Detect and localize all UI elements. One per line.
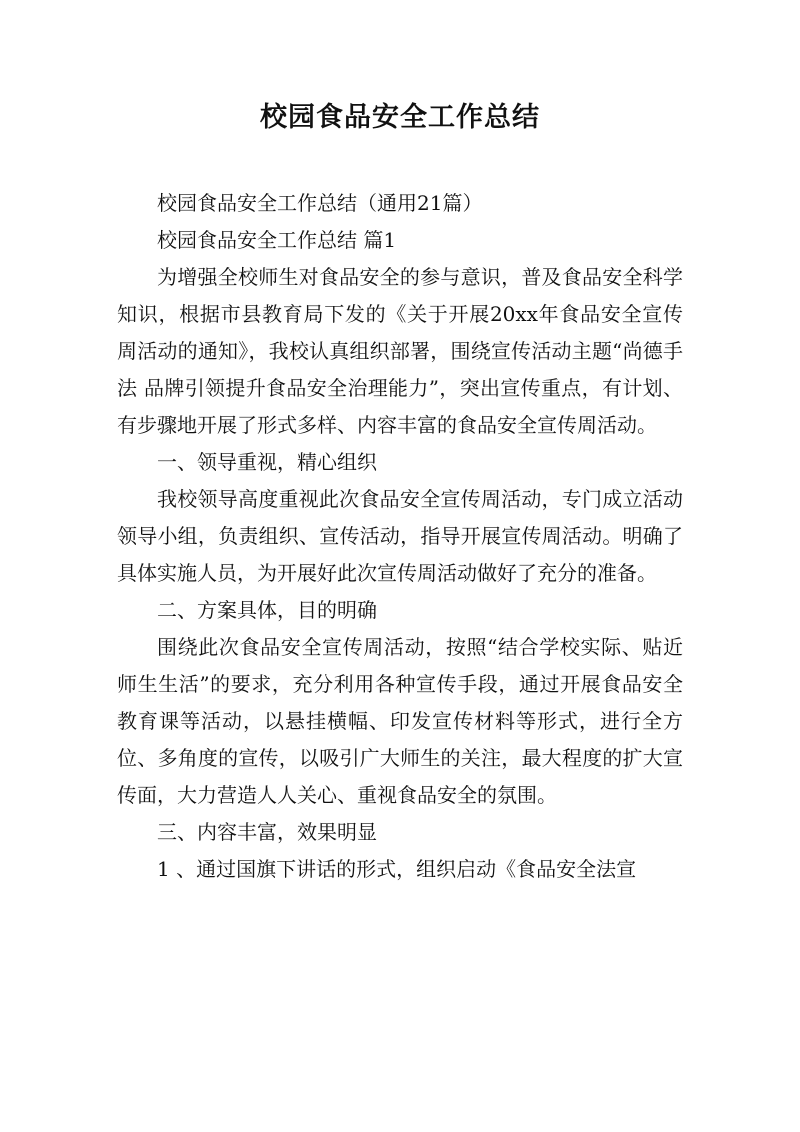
heading-content: 三、内容丰富，效果明显 bbox=[157, 820, 377, 844]
document-body bbox=[117, 185, 683, 888]
content-paragraph: 1 、通过国旗下讲话的形式，组织启动《食品安全法宣 bbox=[157, 857, 637, 881]
intro-paragraph: 为增强全校师生对食品安全的参与意识，普及食品安全科学知识，根据市县教育局下发的《关于开展20xx年食品安全宣传周活动的通知》，我校认真组织部署，围绕宣传活动主题“尚德手法 品牌引领提升食品安全治理能力”，突出宣传重点，有计划、有步骤地开展了形式多样、内容丰富的食品安全宣传周活动。 bbox=[117, 265, 683, 437]
leadership-paragraph: 我校领导高度重视此次食品安全宣传周活动，专门成立活动领导小组，负责组织、宣传活动，指导开展宣传周活动。明确了具体实施人员，为开展好此次宣传周活动做好了充分的准备。 bbox=[117, 487, 683, 585]
heading-plan: 二、方案具体，目的明确 bbox=[157, 598, 377, 622]
heading-leadership: 一、领导重视，精心组织 bbox=[157, 450, 377, 474]
section-heading-paragraph: 校园食品安全工作总结 篇1 bbox=[157, 228, 397, 252]
plan-paragraph: 围绕此次食品安全宣传周活动，按照“结合学校实际、贴近师生生活”的要求，充分利用各种宣传手段，通过开展食品安全教育课等活动，以悬挂横幅、印发宣传材料等形式，进行全方位、多角度的宣传，以吸引广大师生的关注，最大程度的扩大宣传面，大力营造人人关心、重视食品安全的氛围。 bbox=[117, 635, 683, 807]
document-title: 校园食品安全工作总结 bbox=[260, 102, 540, 133]
subtitle-paragraph: 校园食品安全工作总结（通用21篇） bbox=[157, 191, 483, 215]
